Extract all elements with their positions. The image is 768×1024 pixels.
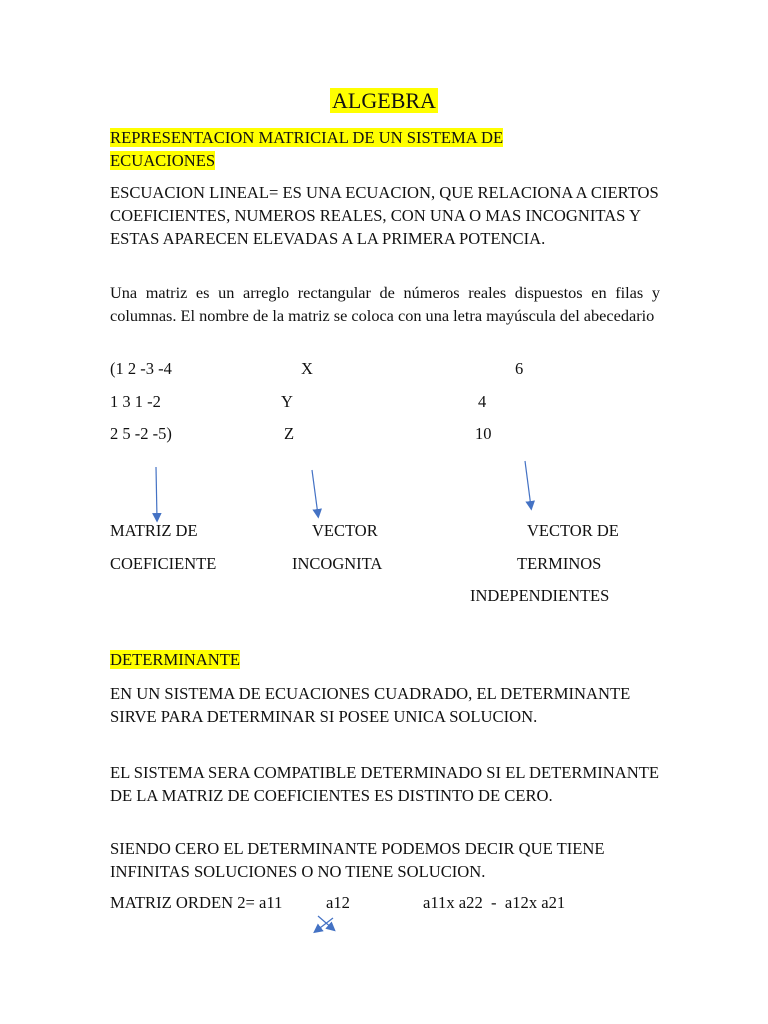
label-terms-line1: VECTOR DE xyxy=(527,521,619,540)
variable-row-1: X xyxy=(301,359,313,378)
matrix-row-3: 2 5 -2 -5) xyxy=(110,424,172,443)
heading-line-2: ECUACIONES xyxy=(110,151,216,170)
matrix-row-1: (1 2 -3 -4 xyxy=(110,359,172,378)
label-matrix-line1: MATRIZ DE xyxy=(110,521,198,540)
variable-row-3: Z xyxy=(284,424,295,443)
label-terms-line3: INDEPENDIENTES xyxy=(470,586,610,605)
determinante-paragraph-1: EN UN SISTEMA DE ECUACIONES CUADRADO, EL DETERMINANTE SIRVE PARA DETERMINAR SI POSEE UNICA SOLUCION. xyxy=(110,684,631,726)
label-vector-line1: VECTOR xyxy=(312,521,378,540)
label-vector-line2: INCOGNITA xyxy=(292,554,383,573)
order2-formula: a11x a22 - a12x a21 xyxy=(423,893,566,912)
cross-arrow-left xyxy=(316,918,333,931)
variable-row-2: Y xyxy=(281,392,293,411)
label-matrix-line2: COEFICIENTE xyxy=(110,554,217,573)
determinante-paragraph-2: EL SISTEMA SERA COMPATIBLE DETERMINADO SI EL DETERMINANTE DE LA MATRIZ DE COEFICIENTES ES DISTINTO DE CERO. xyxy=(110,763,659,805)
determinante-paragraph-3: SIENDO CERO EL DETERMINANTE PODEMOS DECIR QUE TIENE INFINITAS SOLUCIONES O NO TIENE SOLUCION. xyxy=(110,839,605,881)
linear-equation-definition: ESCUACION LINEAL= ES UNA ECUACION, QUE RELACIONA A CIERTOS COEFICIENTES, NUMEROS REALES, CON UNA O MAS INCOGNITAS Y ESTAS APARECEN ELEVADAS A LA PRIMERA POTENCIA. xyxy=(110,183,659,248)
heading-line-1: REPRESENTACION MATRICIAL DE UN SISTEMA DE xyxy=(110,128,504,147)
arrow-to-vector xyxy=(312,470,318,515)
arrow-to-matrix xyxy=(156,467,157,519)
arrow-to-terms xyxy=(525,461,531,507)
determinante-heading-text: DETERMINANTE xyxy=(110,650,240,669)
order2-a12: a12 xyxy=(326,893,350,912)
order2-label: MATRIZ ORDEN 2= a11 xyxy=(110,893,283,912)
constant-row-3: 10 xyxy=(475,424,492,443)
matrix-definition: Una matriz es un arreglo rectangular de números reales dispuestos en filas y columnas. El nombre de la matriz se coloca con una letra mayúscula del abecedario xyxy=(110,283,660,325)
title-text: ALGEBRA xyxy=(332,88,436,113)
label-terms-line2: TERMINOS xyxy=(517,554,602,573)
section-heading-determinante xyxy=(110,650,240,670)
constant-row-1: 6 xyxy=(515,359,524,378)
constant-row-2: 4 xyxy=(478,392,487,411)
matrix-row-2: 1 3 1 -2 xyxy=(110,392,161,411)
